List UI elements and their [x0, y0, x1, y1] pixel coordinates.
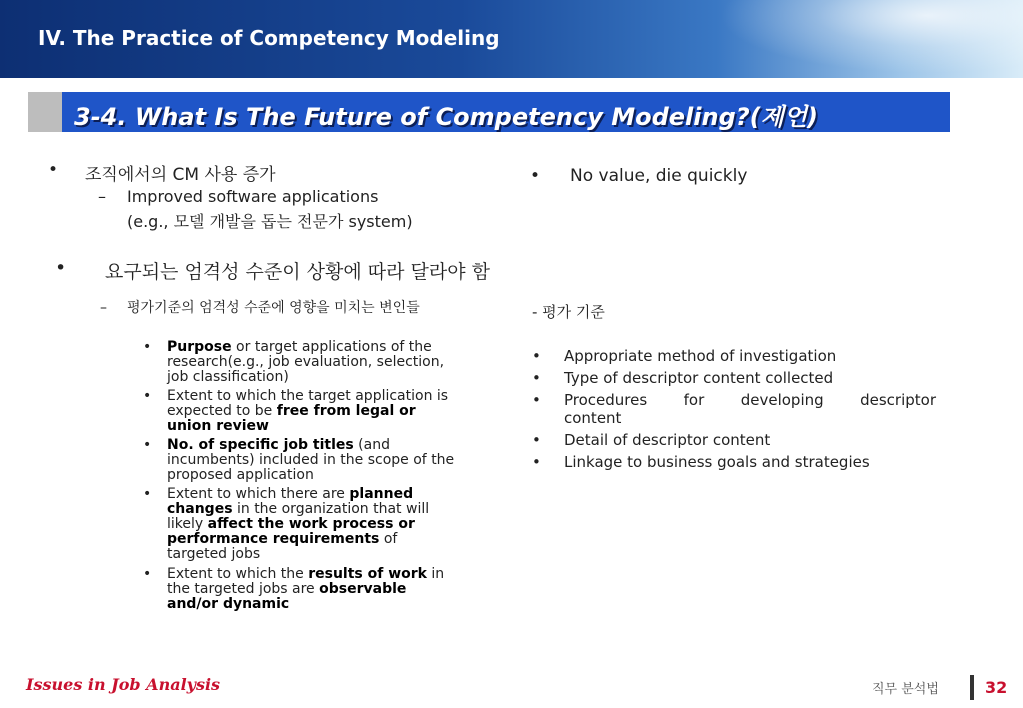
footer-course-title: Issues in Job Analysis: [26, 675, 221, 694]
top-left-sub2: (e.g., 모델 개발을 돕는 전문가 system): [127, 212, 413, 231]
bullet-dot: •: [143, 388, 152, 404]
criteria-item: [167, 438, 457, 483]
criteria-emphasis: free from legal or union review: [167, 403, 416, 434]
criteria-text: or target applications of the research(e.g., job evaluation, selection, job classification): [167, 339, 445, 385]
criteria-text: in the targeted jobs are: [167, 566, 445, 597]
bullet-dot: •: [532, 453, 541, 471]
criteria-item: [167, 567, 457, 612]
bullet-dot: •: [532, 369, 541, 387]
bullet-dot: •: [532, 431, 541, 449]
page-number: 32: [985, 678, 1008, 697]
dash: –: [100, 300, 107, 316]
criteria-emphasis: No. of specific job titles: [167, 437, 354, 453]
bullet-dot: •: [532, 391, 541, 409]
criteria-emphasis: observable and/or dynamic: [167, 581, 407, 612]
right-col-header: - 평가 기준: [532, 303, 605, 321]
section-title: 3-4. What Is The Future of Competency Modeling?(제언): [74, 103, 818, 131]
bullet-dot: •: [530, 166, 541, 186]
section-bar: [62, 92, 950, 132]
top-left-bullet: 조직에서의 CM 사용 증가: [85, 165, 276, 185]
bullet-dot: •: [143, 566, 152, 582]
bullet-dot: •: [48, 160, 59, 180]
footer-divider: [970, 675, 974, 700]
criteria-list-item: Procedures for developing descriptor content: [564, 391, 936, 427]
top-right-bullet: No value, die quickly: [570, 166, 748, 186]
bullet-dot: •: [143, 339, 152, 355]
header-banner: [0, 0, 1023, 78]
criteria-list-item: Type of descriptor content collected: [564, 369, 834, 387]
criteria-emphasis: planned changes: [167, 486, 414, 517]
dash: –: [98, 187, 106, 206]
criteria-item: [167, 340, 467, 385]
bullet-dot: •: [143, 437, 152, 453]
bullet-dot: •: [143, 486, 152, 502]
criteria-text: in the organization that will likely: [167, 501, 430, 532]
criteria-text: of targeted jobs: [167, 531, 398, 562]
criteria-list-item: Detail of descriptor content: [564, 431, 771, 449]
bullet-dot: •: [532, 347, 541, 365]
criteria-item: [167, 487, 457, 562]
main-bullet: 요구되는 엄격성 수준이 상황에 따라 달라야 함: [105, 261, 490, 283]
criteria-emphasis: Purpose: [167, 339, 232, 355]
criteria-list-item: Linkage to business goals and strategies: [564, 453, 870, 471]
chapter-title: IV. The Practice of Competency Modeling: [38, 26, 500, 50]
left-col-header: 평가기준의 엄격성 수준에 영향을 미치는 변인들: [127, 300, 420, 316]
bullet-dot: •: [55, 257, 67, 279]
criteria-emphasis: affect the work process or performance requirements: [167, 516, 415, 547]
header-decoration: [703, 0, 1023, 78]
section-marker: [28, 92, 62, 132]
criteria-text: (and incumbents) included in the scope of the proposed application: [167, 437, 455, 483]
criteria-text: Extent to which the: [167, 566, 309, 582]
criteria-emphasis: results of work: [308, 566, 427, 582]
criteria-text: Extent to which the target application is expected to be: [167, 388, 449, 419]
criteria-item: [167, 389, 457, 434]
criteria-text: Extent to which there are: [167, 486, 350, 502]
top-left-sub: Improved software applications: [127, 187, 379, 206]
criteria-list-item: Appropriate method of investigation: [564, 347, 837, 365]
footer-subject: 직무 분석법: [872, 682, 939, 697]
